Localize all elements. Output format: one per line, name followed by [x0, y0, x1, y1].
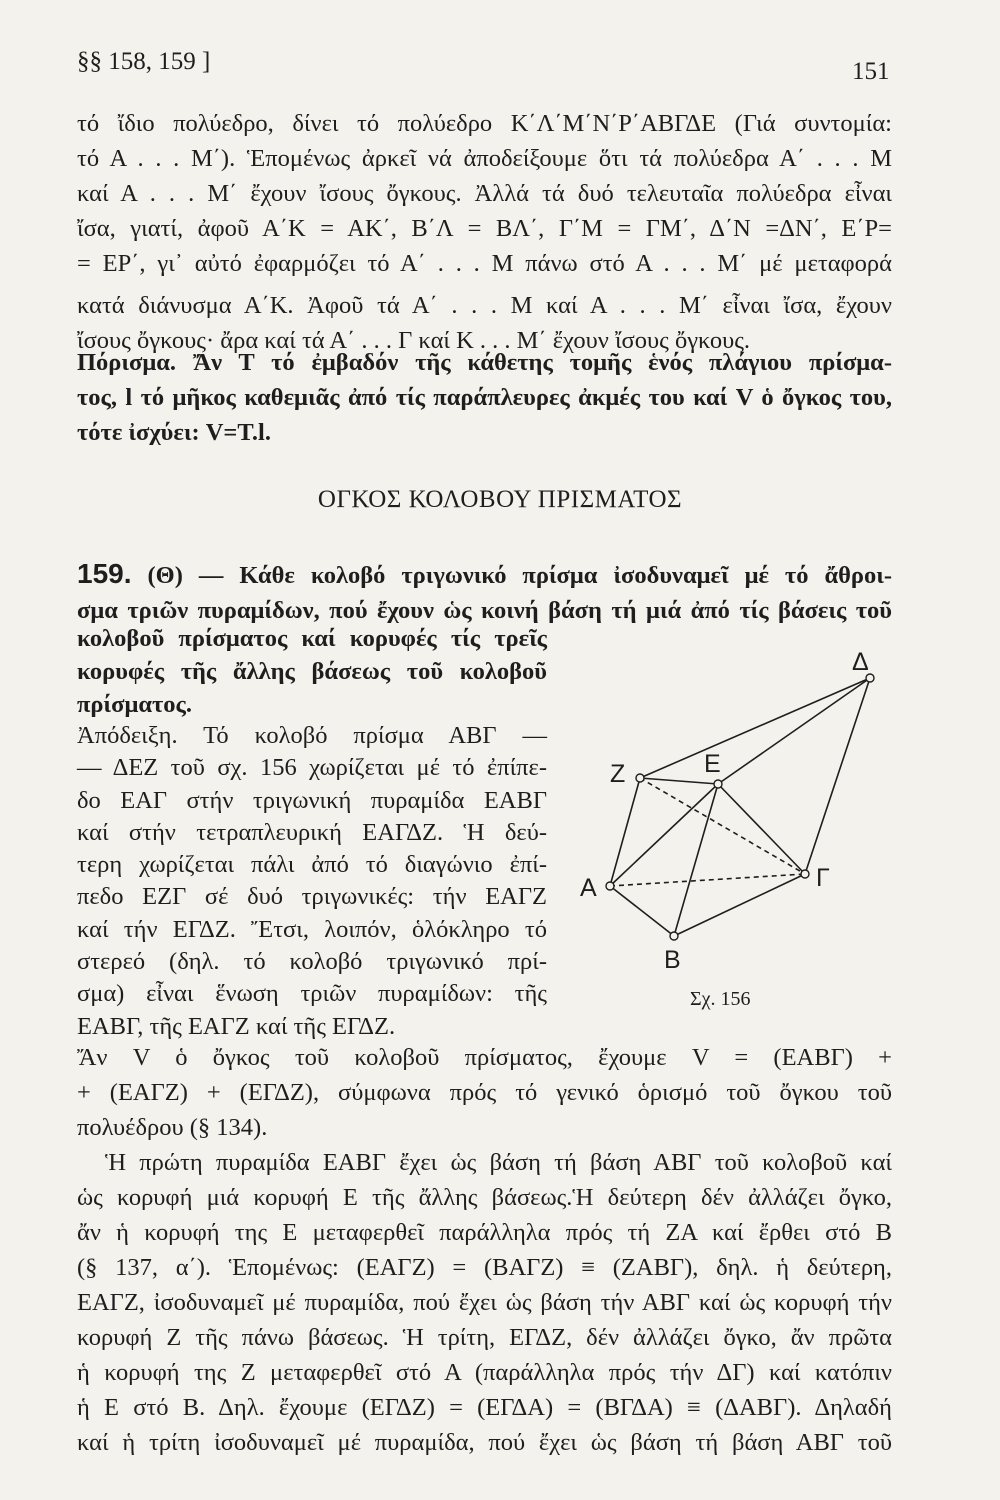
vertex-Z [636, 774, 644, 782]
corollary-line-1 [77, 345, 892, 380]
edge-EB [674, 784, 718, 936]
label-G: Γ [816, 864, 830, 892]
section-title: ΟΓΚΟΣ ΚΟΛΟΒΟΥ ΠΡΙΣΜΑΤΟΣ [317, 486, 683, 513]
corollary-line-2: τος, l τό μῆκος καθεμιᾶς ἀπό τίς παράπλευρες ἀκμές του καί V ὁ ὄγκος του, [77, 384, 892, 411]
text-line: τό Α . . . Μ΄). Ἑπομένως ἀρκεῖ νά ἀποδείξουμε ὅτι τά πολύεδρα Α΄ . . . Μ [77, 145, 892, 172]
vertex-E [714, 780, 722, 788]
text-line: κατά διάνυσμα Α΄Κ. Ἀφοῦ τά Α΄ . . . Μ καί Α . . . Μ΄ εἶναι ἴσα, ἔχουν [77, 292, 892, 319]
theorem-number: 159. [77, 558, 132, 589]
theorem-line-5: πρίσματος. [77, 691, 193, 718]
figure-156 [570, 650, 900, 1020]
corollary-text: Ἄν Τ τό ἐμβαδόν τῆς κάθετης τομῆς ἑνός πλάγιου πρίσμα- [192, 349, 892, 376]
proof-line: ΕΑΒΓ, τῆς ΕΑΓΖ καί τῆς ΕΓΔΖ. [77, 1012, 396, 1040]
theorem-line-3: κολοβοῦ πρίσματος καί κορυφές τίς τρεῖς [77, 625, 547, 652]
text-line: ἴσους ὄγκους· ἄρα καί τά Α΄ . . . Γ καί Κ . . . Μ΄ ἔχουν ἴσους ὄγκους. [77, 327, 751, 354]
proof-line: πεδο ΕΖΓ σέ δυό τριγωνικές: τήν ΕΑΓΖ [77, 883, 547, 911]
proof-line: ΕΑΓΖ, ἰσοδυναμεῖ μέ πυραμίδα, πού ἔχει ὡς βάση τήν ΑΒΓ καί ὡς κορυφή τήν [77, 1289, 892, 1316]
page-number: 151 [852, 58, 890, 85]
proof-line: καί ἡ τρίτη ἰσοδυναμεῖ μέ πυραμίδα, πού ἔχει ὡς βάση τή βάση ΑΒΓ τοῦ [77, 1429, 892, 1456]
text-line: τό ἴδιο πολύεδρο, δίνει τό πολύεδρο Κ΄Λ΄Μ΄Ν΄Ρ΄ΑΒΓΔΕ (Γιά συντομία: [77, 110, 892, 137]
label-Z: Z [610, 760, 626, 788]
text-line: ἴσα, γιατί, ἀφοῦ Α΄Κ = ΑΚ΄, Β΄Λ = ΒΛ΄, Γ΄Μ = ΓΜ΄, Δ΄Ν =ΔΝ΄, Ε΄Ρ= [77, 215, 892, 242]
theorem-line-4: κορυφές τῆς ἄλλης βάσεως τοῦ κολοβοῦ [77, 658, 547, 685]
proof-line: ἡ κορυφή της Ζ μεταφερθεῖ στό Α (παράλληλα πρός τήν ΔΓ) καί κατόπιν [77, 1359, 892, 1386]
edge-ZA [610, 778, 640, 886]
vertex-G [801, 870, 809, 878]
label-E: E [704, 750, 721, 778]
intro-paragraph [77, 106, 892, 358]
corollary-line-3: τότε ἰσχύει: V=T.l. [77, 419, 271, 446]
corollary-label: Πόρισμα. [77, 349, 177, 376]
proof-line: καί στήν τετραπλευρική ΕΑΓΔΖ. Ἡ δεύ- [77, 818, 547, 846]
vertex-A [606, 882, 614, 890]
edge-DZ [640, 678, 870, 778]
edge-DE [718, 678, 870, 784]
text-line: = ΕΡ΄, γι᾽ αὐτό ἐφαρμόζει τό Α΄ . . . Μ πάνω στό Α . . . Μ΄ μέ μεταφορά [77, 250, 892, 277]
section-header: §§ 158, 159 ] [77, 48, 211, 75]
edge-BG [674, 874, 805, 936]
theorem-text: Κάθε κολοβό τριγωνικό πρίσμα ἰσοδυναμεῖ μέ τό ἄθροι- [239, 562, 893, 589]
proof-line: τερη χωρίζεται πάλι ἀπό τό διαγώνιο ἐπί- [77, 851, 547, 879]
label-D: Δ [852, 650, 869, 676]
proof-line: σμα) εἶναι ἕνωση τριῶν πυραμίδων: τῆς [77, 980, 547, 1008]
proof-continued [77, 1040, 892, 1460]
edge-AB [610, 886, 674, 936]
edge-spacer [610, 678, 870, 886]
theorem-continued [77, 622, 547, 721]
label-A: A [580, 874, 597, 902]
proof-line: + (ΕΑΓΖ) + (ΕΓΔΖ), σύμφωνα πρός τό γενικό ὁρισμό τοῦ ὄγκου τοῦ [77, 1079, 892, 1106]
proof-line: — ΔΕΖ τοῦ σχ. 156 χωρίζεται μέ τό ἐπίπε- [77, 754, 547, 782]
proof-line: ἄν ἡ κορυφή της Ε μεταφερθεῖ παράλληλα πρός τή ΖΑ καί ἔρθει στό Β [77, 1219, 892, 1246]
proof-line: στερεό (δηλ. τό κολοβό τριγωνικό πρί- [77, 948, 547, 976]
corollary [77, 345, 892, 450]
prism-diagram [570, 650, 900, 1020]
theorem-line-1 [77, 556, 892, 593]
proof-line: ὡς κορυφή μιά κορυφή Ε τῆς ἄλλης βάσεως.Ἡ δεύτερη δέν ἀλλάζει ὄγκο, [77, 1184, 892, 1211]
edge-AG-hidden [610, 874, 805, 886]
vertex-B [670, 932, 678, 940]
theorem-line-2: σμα τριῶν πυραμίδων, πού ἔχουν ὡς κοινή βάση τή μιά ἀπό τίς βάσεις τοῦ [77, 597, 892, 624]
theorem-statement [77, 556, 892, 628]
theorem-label: (Θ) — [147, 562, 224, 589]
edge-ZE [640, 778, 718, 784]
edge-DG [805, 678, 870, 874]
proof-line: ἡ Ε στό Β. Δηλ. ἔχουμε (ΕΓΔΖ) = (ΕΓΔΑ) = (ΒΓΔΑ) ≡ (ΔΑΒΓ). Δηλαδή [77, 1394, 892, 1421]
edge-EA [610, 784, 718, 886]
text-line: καί Α . . . Μ΄ ἔχουν ἴσους ὄγκους. Ἀλλά τά δυό τελευταῖα πολύεδρα εἶναι [77, 180, 892, 207]
proof-line: Ἡ πρώτη πυραμίδα ΕΑΒΓ ἔχει ὡς βάση τή βάση ΑΒΓ τοῦ κολοβοῦ καί [105, 1149, 892, 1176]
edge-EG [718, 784, 805, 874]
label-B: B [664, 946, 681, 974]
proof-line: πολυέδρου (§ 134). [77, 1114, 268, 1141]
proof-line: δο ΕΑΓ στήν τριγωνική πυραμίδα ΕΑΒΓ [77, 786, 547, 814]
proof-line: (§ 137, α΄). Ἑπομένως: (ΕΑΓΖ) = (ΒΑΓΖ) ≡ (ΖΑΒΓ), δηλ. ἡ δεύτερη, [77, 1254, 892, 1281]
figure-caption: Σχ. 156 [690, 988, 751, 1010]
proof-line: Ἄν V ὁ ὄγκος τοῦ κολοβοῦ πρίσματος, ἔχουμε V = (ΕΑΒΓ) + [77, 1044, 892, 1071]
proof-line: κορυφή Ζ τῆς πάνω βάσεως. Ἡ τρίτη, ΕΓΔΖ, δέν ἀλλάζει ὄγκο, ἄν πρῶτα [77, 1324, 892, 1351]
edge-ZG-hidden [640, 778, 805, 874]
proof-line: καί τήν ΕΓΔΖ. Ἔτσι, λοιπόν, ὁλόκληρο τό [77, 915, 547, 943]
proof-left-column [77, 720, 547, 1043]
proof-line: Ἀπόδειξη. Τό κολοβό πρίσμα ΑΒΓ — [77, 722, 547, 749]
